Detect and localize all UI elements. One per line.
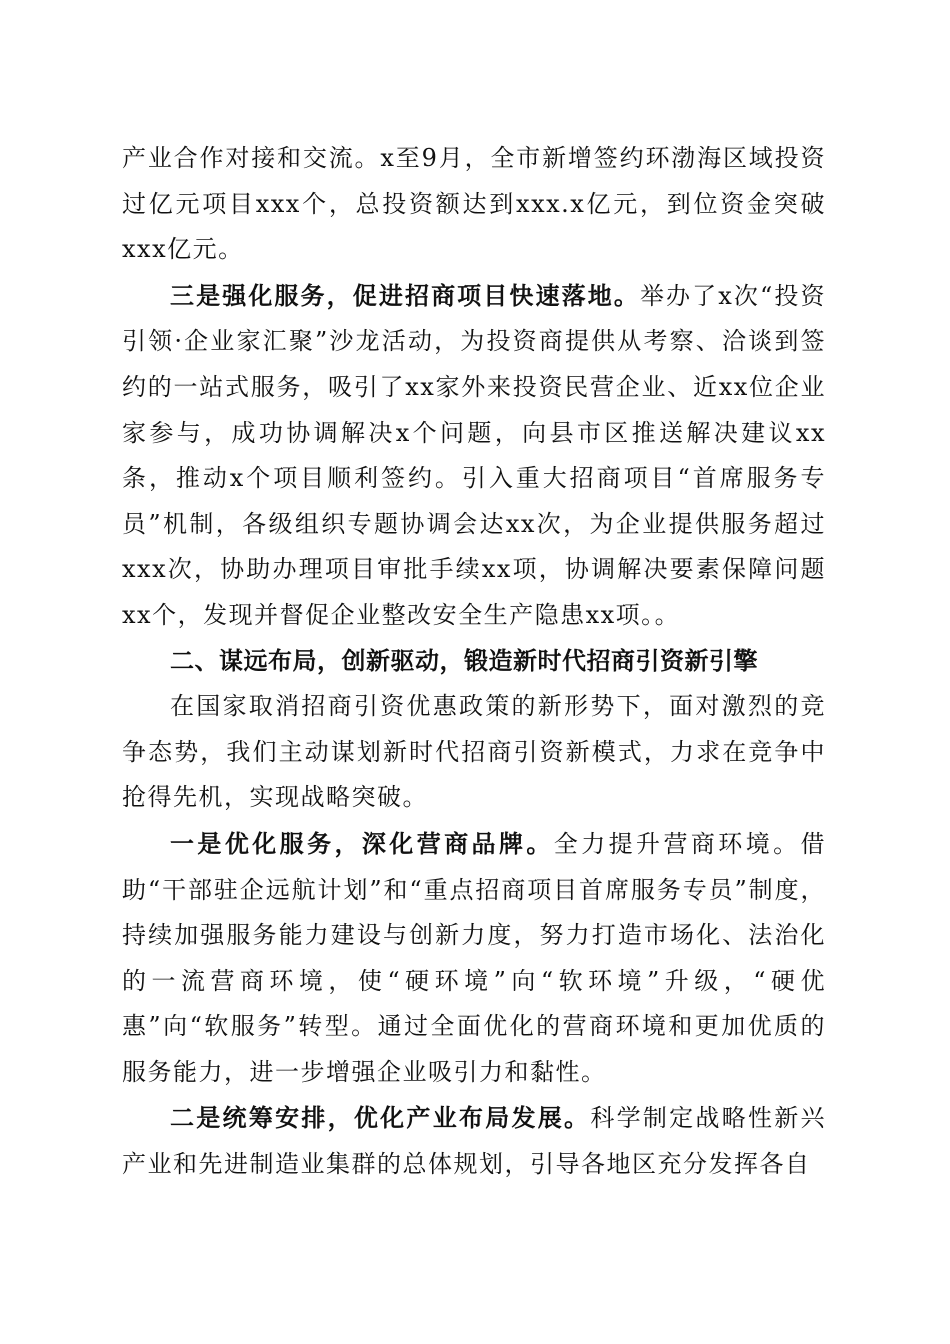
paragraph-service — [122, 273, 826, 639]
paragraph-lead: 二是统筹安排，优化产业布局发展。 — [170, 1103, 591, 1133]
paragraph-text: 产业合作对接和交流。x至9月，全市新增签约环渤海区域投资过亿元项目xxx个，总投资额达到xxx.x亿元，到位资金突破xxx亿元。 — [122, 144, 826, 264]
paragraph-lead: 一是优化服务，深化营商品牌。 — [170, 828, 554, 858]
paragraph-text: 全力提升营商环境。借助“干部驻企远航计划”和“重点招商项目首席服务专员”制度，持续加强服务能力建设与创新力度，努力打造市场化、法治化的一流营商环境，使“硬环境”向“软环境”升级，“硬优惠”向“软服务”转型。通过全面优化的营商环境和更加优质的服务能力，进一步增强企业吸引力和黏性。 — [122, 829, 827, 1086]
paragraph-lead: 三是强化服务，促进招商项目快速落地。 — [170, 280, 640, 310]
paragraph-text: 科学制定战略性新兴产业和先进制造业集群的总体规划，引导各地区充分发挥各自 — [122, 1104, 827, 1179]
paragraph-text: 举办了x次“投资引领·企业家汇聚”沙龙活动，为投资商提供从考察、洽谈到签约的一站式服务，吸引了xx家外来投资民营企业、近xx位企业家参与，成功协调解决x个问题，向县市区推送解决建议xx条，推动x个项目顺利签约。引入重大招商项目“首席服务专员”机制，各级组织专题协调会达xx次，为企业提供服务超过xxx次，协助办理项目审批手续xx项，协调解决要素保障问题xx个，发现并督促企业整改安全生产隐患xx项。。 — [122, 281, 826, 629]
paragraph-continuation — [122, 136, 826, 273]
section-heading: 二、谋远布局，创新驱动，锻造新时代招商引资新引擎 — [170, 646, 758, 675]
paragraph-optimize-service — [122, 821, 826, 1096]
document-body — [122, 136, 826, 1188]
paragraph-industry-layout — [122, 1095, 826, 1187]
paragraph-text: 在国家取消招商引资优惠政策的新形势下，面对激烈的竞争态势，我们主动谋划新时代招商引资新模式，力求在竞争中抢得先机，实现战略突破。 — [122, 692, 826, 812]
paragraph-intro — [122, 684, 826, 821]
